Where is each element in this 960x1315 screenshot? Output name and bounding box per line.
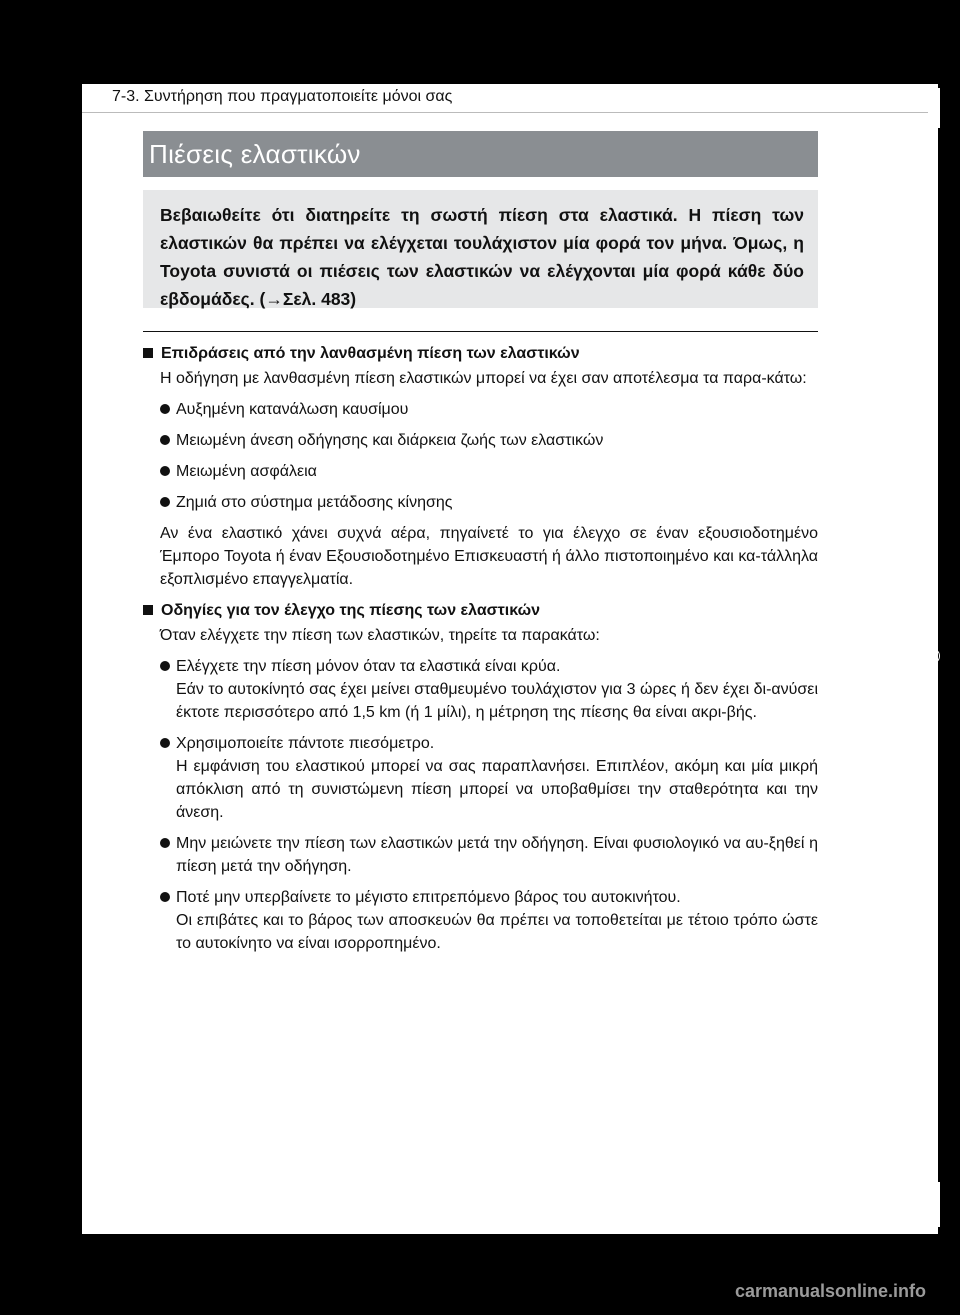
section-title-bar xyxy=(143,131,818,177)
list-item: Αυξημένη κατανάλωση καυσίμου xyxy=(160,398,818,421)
chapter-header: 7-3. Συντήρηση που πραγματοποιείτε μόνοι σας xyxy=(112,88,453,105)
section-lead: Η οδήγηση με λανθασμένη πίεση ελαστικών μπορεί να έχει σαν αποτέλεσμα τα παρα-κάτω: xyxy=(160,370,807,387)
list-item: Ελέγχετε την πίεση μόνον όταν τα ελαστικά είναι κρύα. Εάν το αυτοκίνητό σας έχει μείνει σταθμευμένο τουλάχιστον για 3 ώρες ή δεν έχει δι-ανύσει έκτοτε περισσότερο από 1,5 km (ή 1 μίλι), η μέτρηση της πίεσης θα είναι ακρι-βής. xyxy=(160,655,818,724)
list-item: Μειωμένη άνεση οδήγησης και διάρκεια ζωής των ελαστικών xyxy=(160,429,818,452)
section-divider xyxy=(143,331,818,332)
list-item: Ποτέ μην υπερβαίνετε το μέγιστο επιτρεπόμενο βάρος του αυτοκινήτου. Οι επιβάτες και το βάρος των αποσκευών θα πρέπει να τοποθετείται με τέτοιο τρόπο ώστε το αυτοκίνητο να είναι ισορροπημένο. xyxy=(160,886,818,955)
intro-text: Βεβαιωθείτε ότι διατηρείτε τη σωστή πίεση στα ελαστικά. Η πίεση των ελαστικών θα πρέπει να ελέγχεται τουλάχιστον μία φορά τον μήνα. Όμως, η Toyota συνιστά οι πιέσεις των ελαστικών να ελέγχονται μία φορά κάθε δύο εβδομάδες. (→Σελ. 483) xyxy=(160,205,804,309)
bullet-dot-icon xyxy=(160,497,170,507)
crop-mark-top-right xyxy=(938,88,940,128)
list-item: Μην μειώνετε την πίεση των ελαστικών μετά την οδήγηση. Είναι φυσιολογικό να αυ-ξηθεί η πίεση μετά την οδήγηση. xyxy=(160,832,818,878)
section-heading: Επιδράσεις από την λανθασμένη πίεση των ελαστικών xyxy=(143,342,818,365)
list-item: Χρησιμοποιείτε πάντοτε πιεσόμετρο. Η εμφάνιση του ελαστικού μπορεί να σας παραπλανήσει. Επιπλέον, ακόμη και μία μικρή απόκλιση από τη συνιστώμενη πίεση μπορεί να υποβαθμίσει την σταθερότητα και την άνεση. xyxy=(160,732,818,824)
bullet-dot-icon xyxy=(160,466,170,476)
bullet-dot-icon xyxy=(160,404,170,414)
bullet-dot-icon xyxy=(160,661,170,671)
page-title: Πιέσεις ελαστικών xyxy=(149,138,361,169)
crop-mark-bottom-right xyxy=(938,1182,940,1227)
square-bullet-icon xyxy=(143,348,153,358)
bullet-dot-icon xyxy=(160,838,170,848)
bullet-dot-icon xyxy=(160,892,170,902)
list-item: Ζημιά στο σύστημα μετάδοσης κίνησης xyxy=(160,491,818,514)
registration-mark xyxy=(924,648,940,664)
header-rule xyxy=(82,112,928,113)
list-item: Μειωμένη ασφάλεια xyxy=(160,460,818,483)
intro-box xyxy=(143,190,818,308)
bullet-dot-icon xyxy=(160,738,170,748)
bullet-dot-icon xyxy=(160,435,170,445)
section-trail: Αν ένα ελαστικό χάνει συχνά αέρα, πηγαίνετέ το για έλεγχο σε έναν εξουσιοδοτημένο Έμπορο Toyota ή έναν Εξουσιοδοτημένο Επισκευαστή ή άλλο πιστοποιημένο και κα-τάλληλα εξοπλισμένο επαγγελματία. xyxy=(160,525,818,588)
section-lead: Όταν ελέγχετε την πίεση των ελαστικών, τηρείτε τα παρακάτω: xyxy=(160,627,600,644)
section-heading: Οδηγίες για τον έλεγχο της πίεσης των ελαστικών xyxy=(143,599,818,622)
content-body xyxy=(143,342,818,963)
watermark-link[interactable]: carmanualsonline.info xyxy=(735,1281,927,1301)
square-bullet-icon xyxy=(143,605,153,615)
